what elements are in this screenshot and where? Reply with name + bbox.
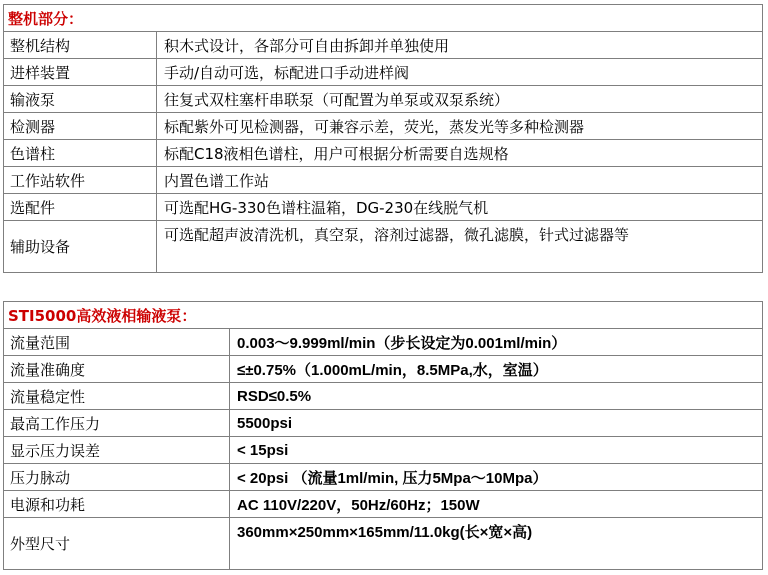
table-row [4, 86, 763, 113]
row-value: RSD≤0.5% [230, 383, 763, 410]
row-value: 可选配超声波清洗机，真空泵，溶剂过滤器，微孔滤膜，针式过滤器等 [157, 221, 763, 273]
table-row [4, 491, 763, 518]
row-label: 输液泵 [4, 86, 157, 113]
table-row [4, 32, 763, 59]
row-value: 可选配HG-330色谱柱温箱，DG-230在线脱气机 [157, 194, 763, 221]
row-label: 显示压力误差 [4, 437, 230, 464]
row-value: 标配紫外可见检测器，可兼容示差，荧光，蒸发光等多种检测器 [157, 113, 763, 140]
pump-spec-table [3, 301, 763, 570]
table-row [4, 221, 763, 273]
table-row [4, 329, 763, 356]
row-label: 电源和功耗 [4, 491, 230, 518]
section-title: STI5000高效液相输液泵： [4, 302, 763, 329]
row-value: 0.003～9.999ml/min（步长设定为0.001ml/min） [230, 329, 763, 356]
table-row [4, 518, 763, 570]
row-label: 流量准确度 [4, 356, 230, 383]
row-value: 标配C18液相色谱柱，用户可根据分析需要自选规格 [157, 140, 763, 167]
table-row [4, 356, 763, 383]
row-label: 压力脉动 [4, 464, 230, 491]
table-row [4, 167, 763, 194]
table-row [4, 464, 763, 491]
row-label: 整机结构 [4, 32, 157, 59]
machine-spec-table [3, 4, 763, 273]
row-label: 进样装置 [4, 59, 157, 86]
row-value: < 15psi [230, 437, 763, 464]
row-label: 选配件 [4, 194, 157, 221]
table-row [4, 383, 763, 410]
row-value: 360mm×250mm×165mm/11.0kg(长×宽×高) [230, 518, 763, 570]
row-label: 检测器 [4, 113, 157, 140]
table-row [4, 437, 763, 464]
row-value: AC 110V/220V，50Hz/60Hz；150W [230, 491, 763, 518]
row-label: 最高工作压力 [4, 410, 230, 437]
row-value: < 20psi （流量1ml/min, 压力5Mpa～10Mpa） [230, 464, 763, 491]
row-label: 流量范围 [4, 329, 230, 356]
table-row [4, 410, 763, 437]
table-row [4, 59, 763, 86]
row-label: 外型尺寸 [4, 518, 230, 570]
row-value: 往复式双柱塞杆串联泵（可配置为单泵或双泵系统） [157, 86, 763, 113]
section-title: 整机部分： [4, 5, 763, 32]
row-label: 流量稳定性 [4, 383, 230, 410]
table-row [4, 140, 763, 167]
row-label: 辅助设备 [4, 221, 157, 273]
table-row [4, 194, 763, 221]
row-label: 色谱柱 [4, 140, 157, 167]
row-value: 手动/自动可选，标配进口手动进样阀 [157, 59, 763, 86]
row-label: 工作站软件 [4, 167, 157, 194]
row-value: 5500psi [230, 410, 763, 437]
row-value: ≤±0.75%（1.000mL/min，8.5MPa,水，室温） [230, 356, 763, 383]
table-row [4, 113, 763, 140]
row-value: 内置色谱工作站 [157, 167, 763, 194]
row-value: 积木式设计，各部分可自由拆卸并单独使用 [157, 32, 763, 59]
